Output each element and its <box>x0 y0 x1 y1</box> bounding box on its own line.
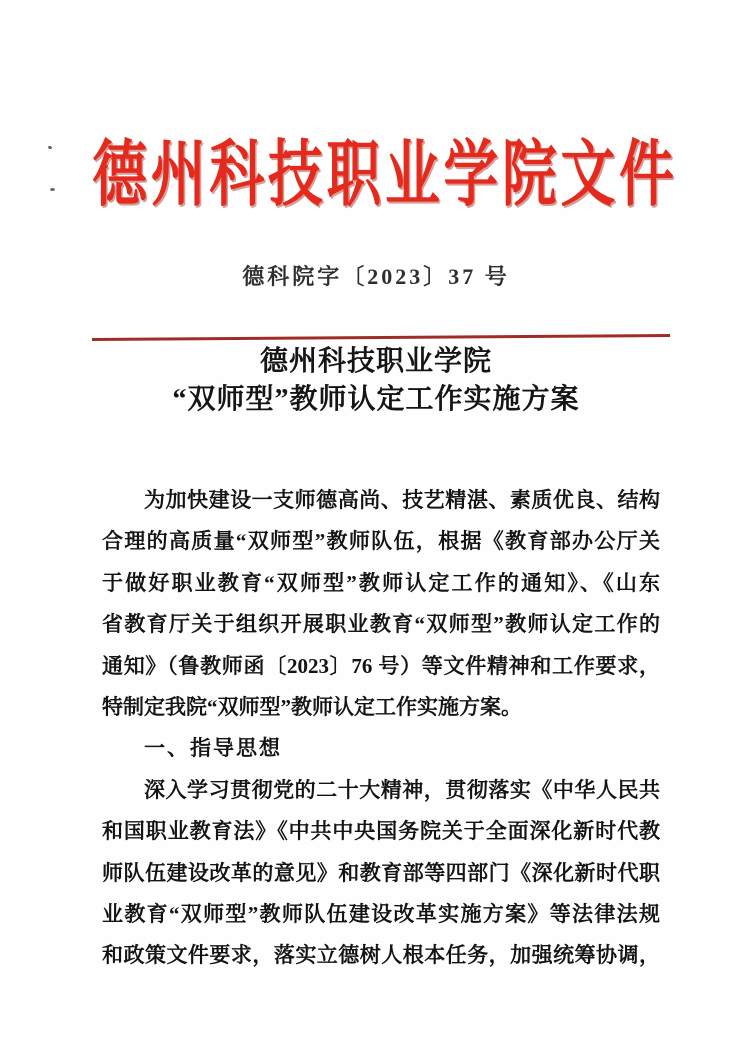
letterhead-title <box>0 132 752 218</box>
body-line: 合理的高质量“双师型”教师队伍，根据《教育部办公厅关 <box>102 529 660 554</box>
body-line: 业教育“双师型”教师队伍建设改革实施方案》等法律法规 <box>102 901 660 926</box>
document-title-line2: “双师型”教师认定工作实施方案 <box>172 384 580 415</box>
body-line: 于做好职业教育“双师型”教师认定工作的通知》、《山东 <box>102 570 660 595</box>
doc-reference-number: 德科院字〔2023〕37 号 <box>242 264 510 289</box>
document-title-line1: 德州科技职业学院 <box>259 346 492 377</box>
document-body <box>102 480 660 977</box>
body-line: 深入学习贯彻党的二十大精神，贯彻落实《中华人民共 <box>144 777 660 802</box>
body-line: 和国职业教育法》《中共中央国务院关于全面深化新时代教 <box>102 819 660 844</box>
body-line: 省教育厅关于组织开展职业教育“双师型”教师认定工作的 <box>102 612 660 637</box>
section-heading: 一、指导思想 <box>144 737 282 761</box>
red-divider-line <box>92 334 670 341</box>
body-line: 为加快建设一支师德高尚、技艺精湛、素质优良、结构 <box>144 488 660 512</box>
body-line: 通知》（鲁教师函〔2023〕76 号）等文件精神和工作要求， <box>102 653 660 678</box>
body-line: 和政策文件要求，落实立德树人根本任务，加强统筹协调， <box>102 943 660 968</box>
document-title <box>0 343 752 419</box>
letterhead-title-text: 德州科技职业学院文件 <box>92 135 678 215</box>
body-line: 师队伍建设改革的意见》和教育部等四部门《深化新时代职 <box>102 860 660 885</box>
body-line: 特制定我院“双师型”教师认定工作实施方案。 <box>102 694 522 719</box>
